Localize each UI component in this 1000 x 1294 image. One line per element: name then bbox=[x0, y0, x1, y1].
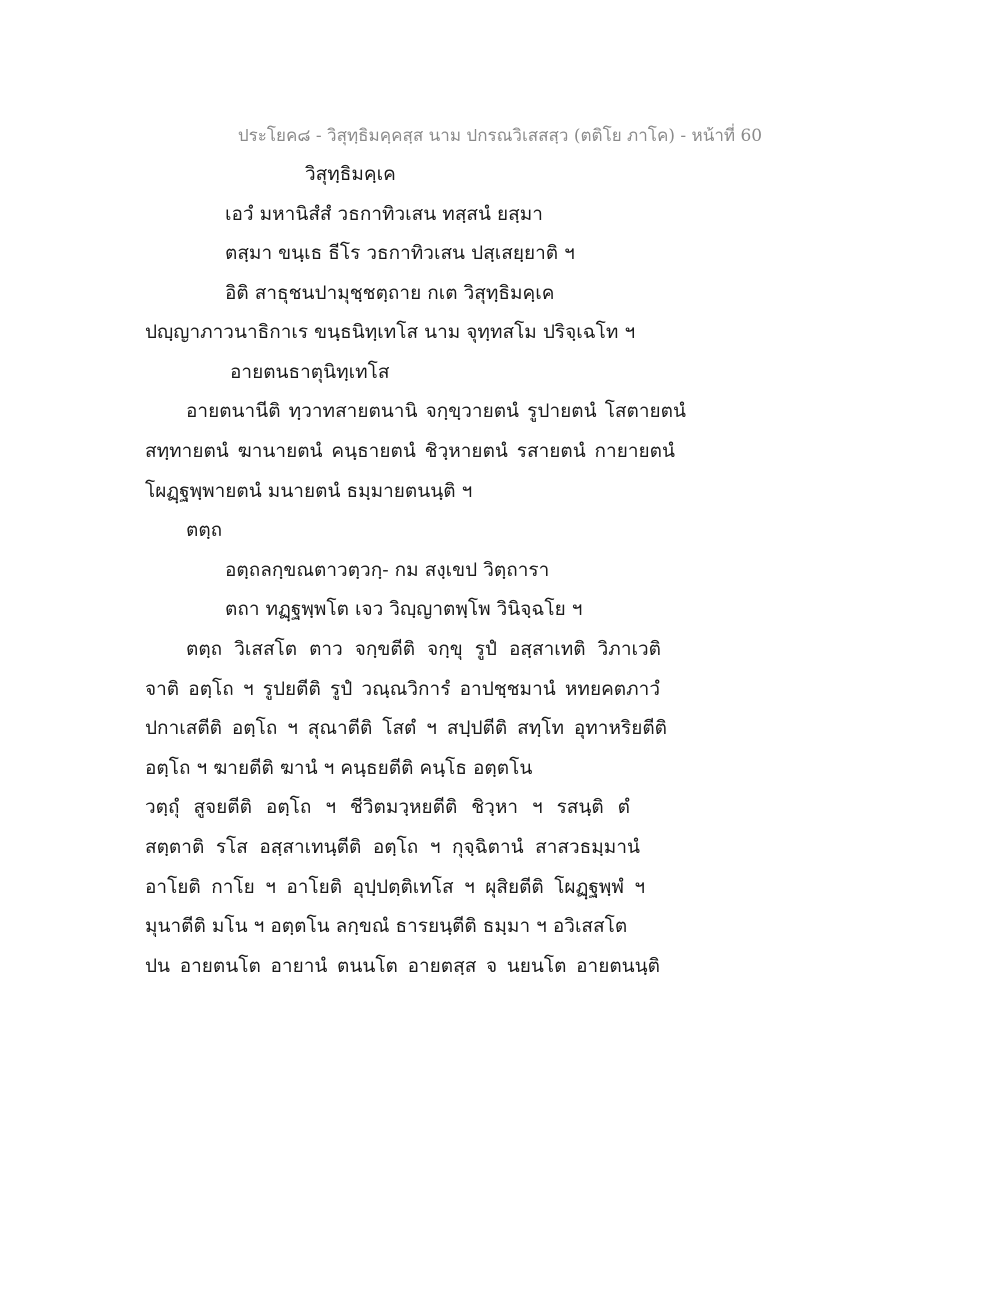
verse-line: อตฺถลกฺขณตาวตฺวกฺ- กม สงฺเขป วิตฺถารา bbox=[225, 559, 550, 581]
chapter-closing-line: ปญฺญาภาวนาธิกาเร ขนฺธนิทฺเทโส นาม จุทฺทสโม ปริจฺเฉโท ฯ bbox=[145, 321, 636, 343]
section-title: อายตนธาตุนิทฺเทโส bbox=[230, 361, 390, 383]
paragraph-line: ตตฺถ วิเสสโต ตาว จกฺขตีติ จกฺขุ รูปํ อสฺสาเทติ วิภาเวติ bbox=[186, 638, 661, 660]
paragraph-line: อตฺโถ ฯ ฆายตีติ ฆานํ ฯ คนฺธยตีติ คนฺโธ อตฺตโน bbox=[145, 757, 533, 779]
verse-line: ตสฺมา ขนฺเธ ธีโร วธกาทิวเสน ปสฺเสยฺยาติ ฯ bbox=[225, 242, 575, 264]
paragraph-line: วตฺถุํ สูจยตีติ อตฺโถ ฯ ชีวิตมวฺหยตีติ ชิวฺหา ฯ รสนฺติ ตํ bbox=[145, 796, 630, 818]
page-header: ประโยค๘ - วิสุทฺธิมคฺคสฺส นาม ปกรณวิเสสสฺว (ตติโย ภาโค) - หน้าที่ 60 bbox=[237, 126, 763, 146]
paragraph-line: ปน อายตนโต อายานํ ตนนโต อายตสฺส จ นยนโต อายตนนฺติ bbox=[145, 955, 660, 977]
paragraph-line: จาติ อตฺโถ ฯ รูปยตีติ รูปํ วณฺณวิการํ อาปชฺชมานํ หทยคตภาวํ bbox=[145, 678, 660, 700]
paragraph-line: โผฏฺฐพฺพายตนํ มนายตนํ ธมฺมายตนนฺติ ฯ bbox=[145, 480, 473, 502]
paragraph-line: สทฺทายตนํ ฆานายตนํ คนฺธายตนํ ชิวฺหายตนํ รสายตนํ กายายตนํ bbox=[145, 440, 675, 462]
book-title: วิสุทฺธิมคฺเค bbox=[305, 163, 396, 185]
verse-line: ตถา ทฏฺฐพฺพโต เจว วิญฺญาตพฺโพ วินิจฺฉโย ฯ bbox=[225, 598, 583, 620]
paragraph-line: สตฺตาติ รโส อสฺสาเทนฺตีติ อตฺโถ ฯ กุจฺฉิตานํ สาสวธมฺมานํ bbox=[145, 836, 640, 858]
paragraph-line: ตตฺถ bbox=[186, 519, 223, 541]
verse-line: เอวํ มหานิสํสํ วธกาทิวเสน ทสฺสนํ ยสฺมา bbox=[225, 203, 543, 225]
paragraph-line: อายตนานีติ ทฺวาทสายตนานิ จกฺขฺวายตนํ รูปายตนํ โสตายตนํ bbox=[186, 400, 686, 422]
verse-line: อิติ สาธุชนปามุชฺชตฺถาย กเต วิสุทฺธิมคฺเค bbox=[225, 282, 555, 304]
paragraph-line: ปกาเสตีติ อตฺโถ ฯ สุณาตีติ โสตํ ฯ สปฺปตีติ สทฺโท อุทาหริยตีติ bbox=[145, 717, 667, 739]
paragraph-line: มุนาตีติ มโน ฯ อตฺตโน ลกฺขณํ ธารยนฺตีติ ธมฺมา ฯ อวิเสสโต bbox=[145, 915, 628, 937]
paragraph-line: อาโยติ กาโย ฯ อาโยติ อุปฺปตฺติเทโส ฯ ผุสิยตีติ โผฏฺฐพฺพํ ฯ bbox=[145, 876, 645, 898]
